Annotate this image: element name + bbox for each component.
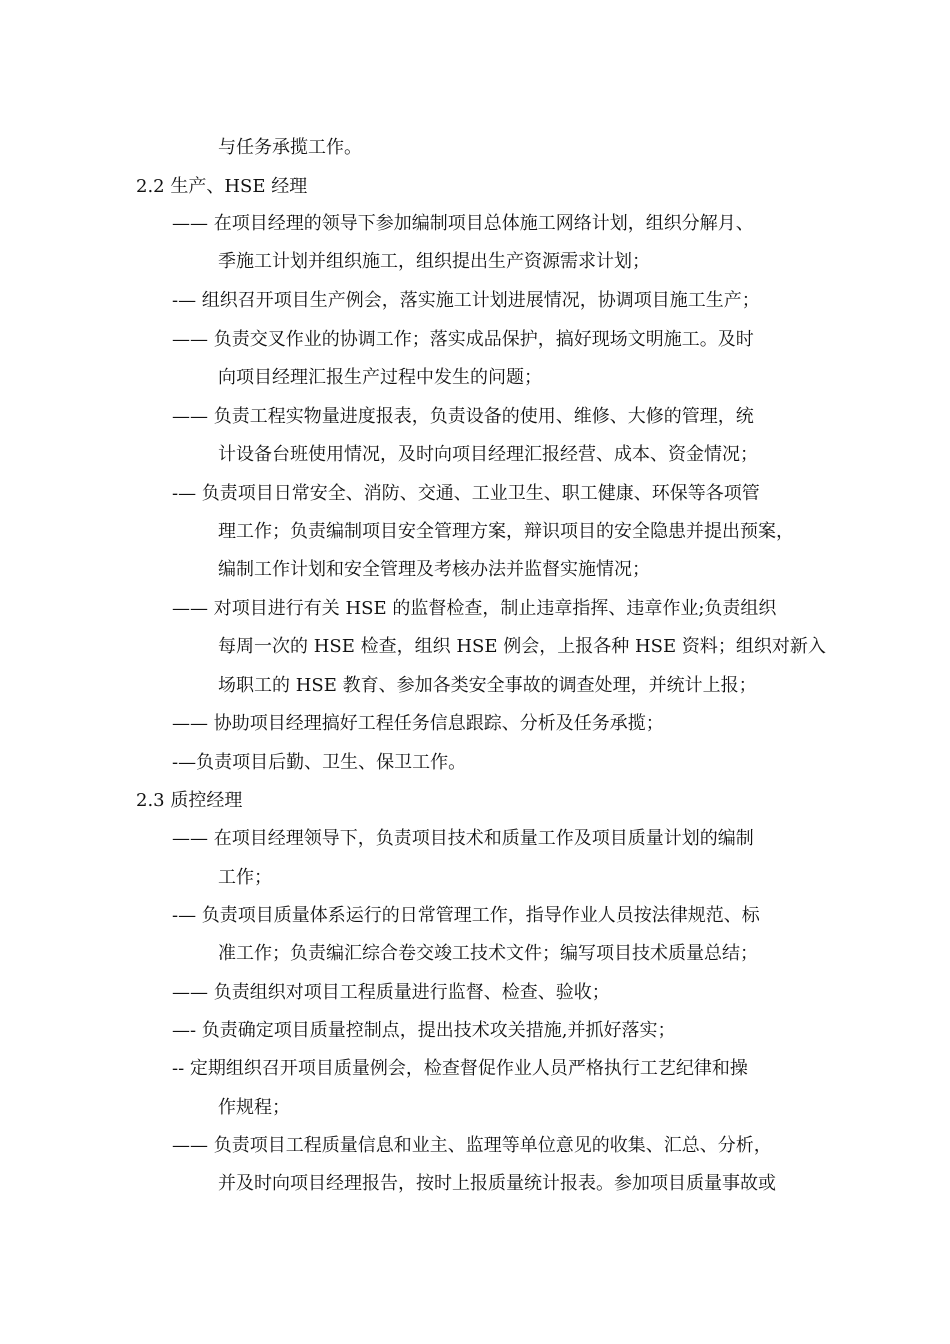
text-line: 准工作；负责编汇综合卷交竣工技术文件；编写项目技术质量总结；: [218, 943, 758, 964]
bullet-line: -—负责项目后勤、卫生、保卫工作。: [172, 752, 467, 773]
text-line: 向项目经理汇报生产过程中发生的问题；: [218, 367, 542, 388]
bullet-line: -— 组织召开项目生产例会，落实施工计划进展情况，协调项目施工生产；: [172, 290, 760, 311]
text-line: 工作；: [218, 867, 272, 888]
bullet-line: —— 在项目经理的领导下参加编制项目总体施工网络计划，组织分解月、: [172, 213, 754, 234]
bullet-line: —— 协助项目经理搞好工程任务信息跟踪、分析及任务承揽；: [172, 713, 664, 734]
bullet-line: -- 定期组织召开项目质量例会，检查督促作业人员严格执行工艺纪律和操: [172, 1058, 748, 1079]
bullet-line: —— 负责组织对项目工程质量进行监督、检查、验收；: [172, 982, 610, 1003]
bullet-line: -— 负责项目日常安全、消防、交通、工业卫生、职工健康、环保等各项管: [172, 483, 760, 504]
text-line: 与任务承揽工作。: [218, 137, 362, 158]
text-line: 并及时向项目经理报告，按时上报质量统计报表。参加项目质量事故或: [218, 1173, 776, 1194]
bullet-line: —— 对项目进行有关 HSE 的监督检查，制止违章指挥、违章作业;负责组织: [172, 598, 777, 619]
text-line: 场职工的 HSE 教育、参加各类安全事故的调查处理，并统计上报；: [218, 675, 757, 696]
text-line: 作规程；: [218, 1097, 290, 1118]
text-line: 编制工作计划和安全管理及考核办法并监督实施情况；: [218, 559, 650, 580]
bullet-line: —— 负责交叉作业的协调工作；落实成品保护，搞好现场文明施工。及时: [172, 329, 754, 350]
section-heading: 2.2 生产、HSE 经理: [136, 176, 308, 197]
bullet-line: —— 在项目经理领导下，负责项目技术和质量工作及项目质量计划的编制: [172, 828, 754, 849]
text-line: 季施工计划并组织施工，组织提出生产资源需求计划；: [218, 251, 650, 272]
bullet-line: -— 负责项目质量体系运行的日常管理工作，指导作业人员按法律规范、标: [172, 905, 760, 926]
text-line: 理工作；负责编制项目安全管理方案，辩识项目的安全隐患并提出预案，: [218, 521, 794, 542]
bullet-line: —— 负责项目工程质量信息和业主、监理等单位意见的收集、汇总、分析，: [172, 1135, 772, 1156]
bullet-line: —- 负责确定项目质量控制点，提出技术攻关措施,并抓好落实；: [172, 1020, 676, 1041]
text-line: 计设备台班使用情况，及时向项目经理汇报经营、成本、资金情况；: [218, 444, 758, 465]
section-heading: 2.3 质控经理: [136, 790, 243, 811]
bullet-line: —— 负责工程实物量进度报表，负责设备的使用、维修、大修的管理，统: [172, 406, 754, 427]
text-line: 每周一次的 HSE 检查，组织 HSE 例会，上报各种 HSE 资料；组织对新入: [218, 636, 826, 657]
